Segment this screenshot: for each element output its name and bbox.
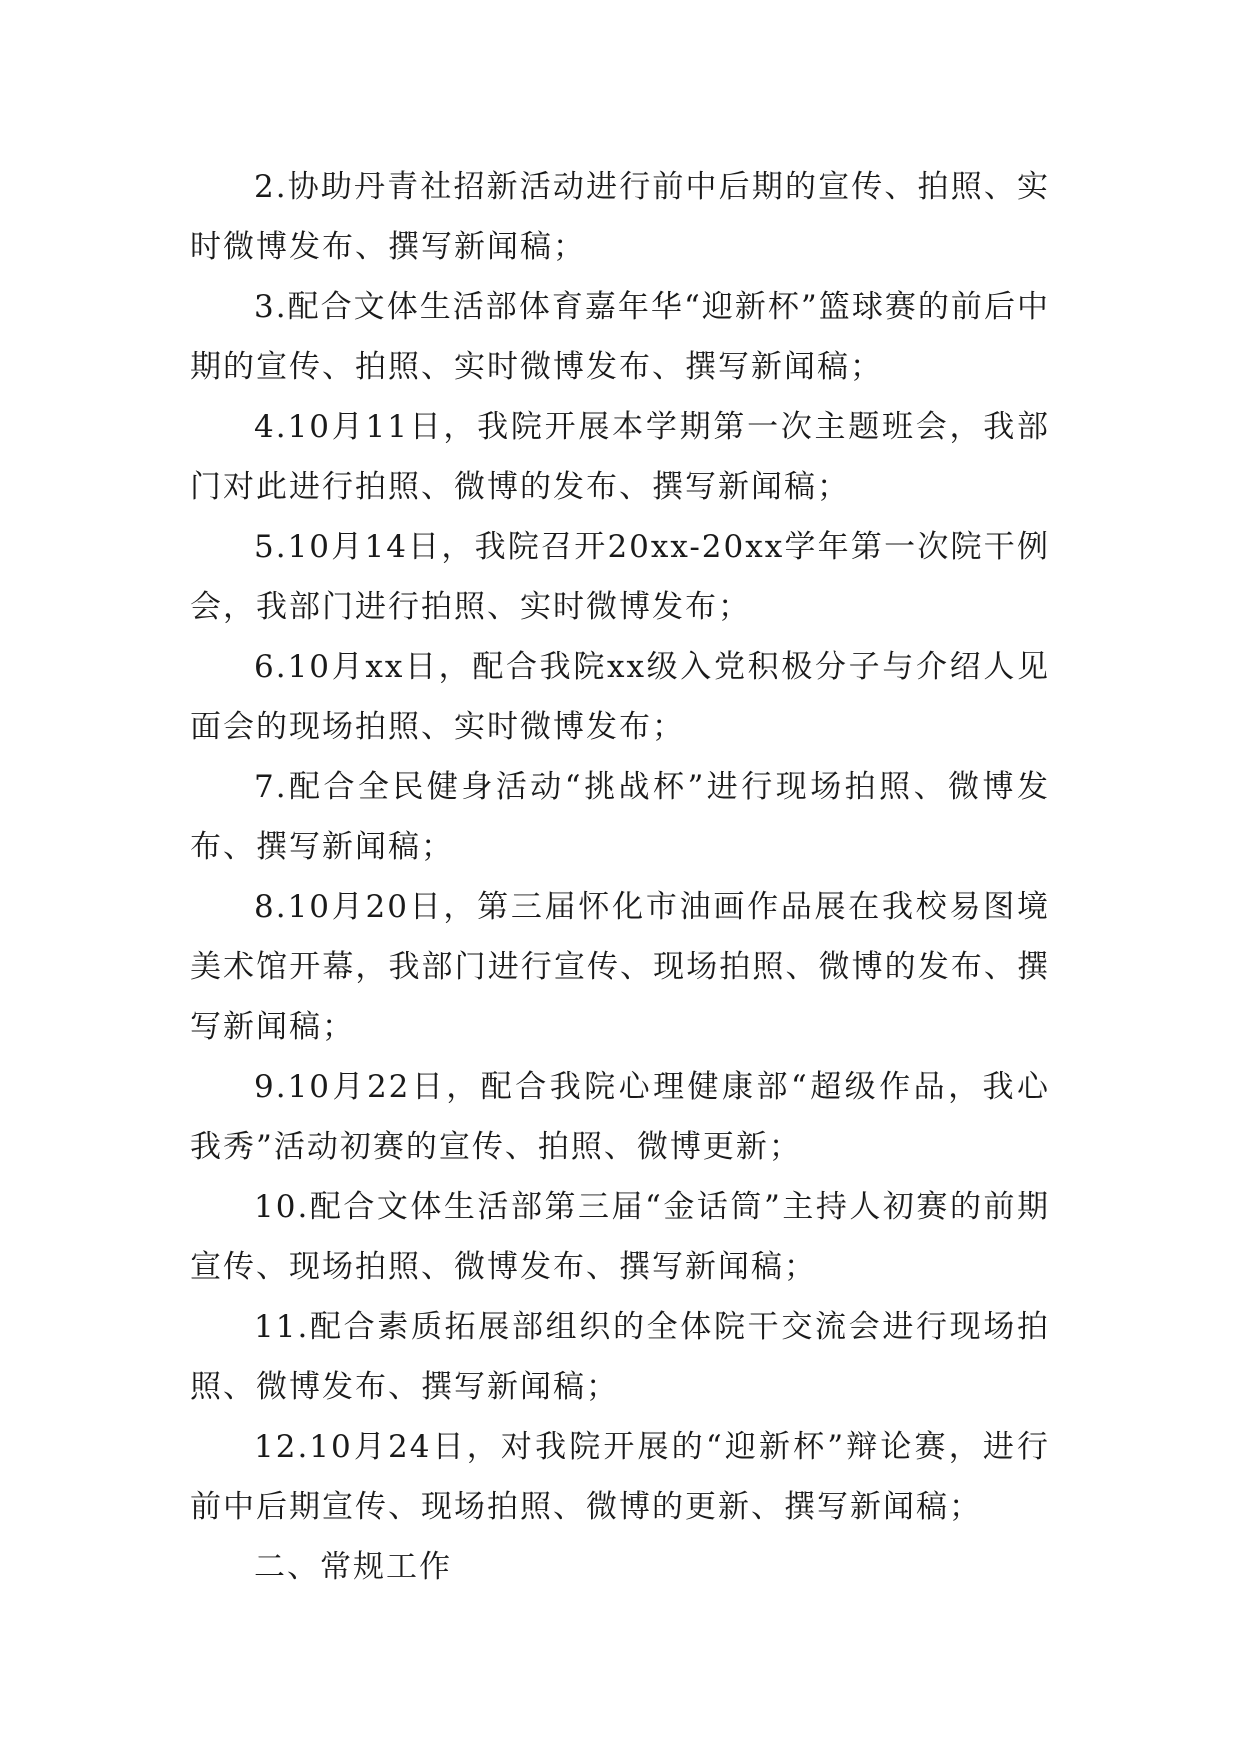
list-item: 8.10月20日，第三届怀化市油画作品展在我校易图境美术馆开幕，我部门进行宣传、现场拍照、微博的发布、撰写新闻稿；	[190, 889, 1050, 1045]
list-item: 3.配合文体生活部体育嘉年华“迎新杯”篮球赛的前后中期的宣传、拍照、实时微博发布、撰写新闻稿；	[190, 289, 1050, 385]
list-item: 9.10月22日，配合我院心理健康部“超级作品，我心我秀”活动初赛的宣传、拍照、微博更新；	[190, 1069, 1050, 1165]
list-item: 11.配合素质拓展部组织的全体院干交流会进行现场拍照、微博发布、撰写新闻稿；	[190, 1309, 1050, 1405]
section-heading: 二、常规工作	[254, 1549, 452, 1585]
list-item: 7.配合全民健身活动“挑战杯”进行现场拍照、微博发布、撰写新闻稿；	[190, 769, 1050, 865]
list-item: 5.10月14日，我院召开20xx-20xx学年第一次院干例会，我部门进行拍照、实时微博发布；	[190, 529, 1050, 625]
list-item: 10.配合文体生活部第三届“金话筒”主持人初赛的前期宣传、现场拍照、微博发布、撰写新闻稿；	[190, 1189, 1050, 1285]
list-item: 4.10月11日，我院开展本学期第一次主题班会，我部门对此进行拍照、微博的发布、撰写新闻稿；	[190, 409, 1050, 505]
list-item: 6.10月xx日，配合我院xx级入党积极分子与介绍人见面会的现场拍照、实时微博发布；	[190, 649, 1050, 745]
list-item: 12.10月24日，对我院开展的“迎新杯”辩论赛，进行前中后期宣传、现场拍照、微博的更新、撰写新闻稿；	[190, 1429, 1050, 1525]
document-body	[190, 157, 1050, 1597]
list-item: 2.协助丹青社招新活动进行前中后期的宣传、拍照、实时微博发布、撰写新闻稿；	[190, 169, 1050, 265]
